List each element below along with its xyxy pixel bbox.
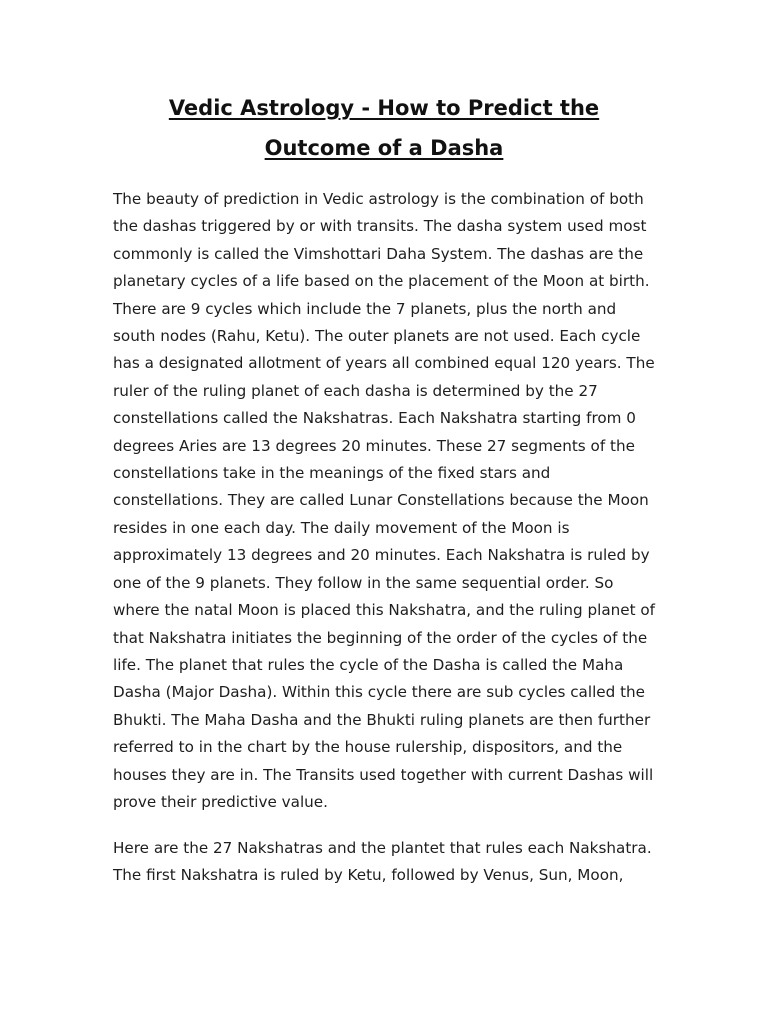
paragraph-line: commonly is called the Vimshottari Daha System. The dashas are the — [113, 244, 644, 263]
title-line-1: Vedic Astrology - How to Predict the — [168, 96, 600, 120]
paragraph-line: planetary cycles of a life based on the placement of the Moon at birth. — [113, 272, 650, 291]
paragraph-line: Dasha (Major Dasha). Within this cycle there are sub cycles called the — [113, 683, 646, 702]
paragraph-line: referred to in the chart by the house rulership, dispositors, and the — [113, 738, 623, 757]
paragraph-line: constellations called the Nakshatras. Each Nakshatra starting from 0 — [113, 409, 636, 428]
paragraph-line: degrees Aries are 13 degrees 20 minutes. These 27 segments of the — [113, 436, 635, 455]
paragraph-line: south nodes (Rahu, Ketu). The outer planets are not used. Each cycle — [113, 327, 641, 346]
document-title — [0, 88, 768, 168]
paragraph-line: Here are the 27 Nakshatras and the plantet that rules each Nakshatra. — [113, 839, 652, 857]
paragraph-line: houses they are in. The Transits used together with current Dashas will — [113, 765, 654, 784]
paragraph-dasha-intro — [113, 186, 673, 816]
paragraph-line: resides in one each day. The daily movement of the Moon is — [113, 518, 570, 537]
paragraph-line: approximately 13 degrees and 20 minutes. Each Nakshatra is ruled by — [113, 546, 650, 565]
paragraph-line: has a designated allotment of years all combined equal 120 years. The — [113, 354, 655, 373]
paragraph-line: where the natal Moon is placed this Nakshatra, and the ruling planet of — [113, 601, 656, 620]
paragraph-line: constellations. They are called Lunar Constellations because the Moon — [113, 491, 649, 510]
paragraph-line: prove their predictive value. — [113, 792, 328, 811]
paragraph-line: Bhukti. The Maha Dasha and the Bhukti ruling planets are then further — [113, 710, 651, 729]
paragraph-line: ruler of the ruling planet of each dasha is determined by the 27 — [113, 381, 598, 400]
paragraph-nakshatra-list — [113, 835, 673, 890]
paragraph-line: The beauty of prediction in Vedic astrology is the combination of both — [113, 190, 644, 208]
title-line-2: Outcome of a Dasha — [264, 136, 504, 160]
paragraph-line: that Nakshatra initiates the beginning of the order of the cycles of the — [113, 628, 648, 647]
paragraph-line: one of the 9 planets. They follow in the same sequential order. So — [113, 573, 614, 592]
paragraph-line: life. The planet that rules the cycle of the Dasha is called the Maha — [113, 655, 624, 674]
paragraph-line: The first Nakshatra is ruled by Ketu, followed by Venus, Sun, Moon, — [113, 866, 624, 885]
paragraph-line: the dashas triggered by or with transits. The dasha system used most — [113, 217, 647, 236]
paragraph-line: There are 9 cycles which include the 7 planets, plus the north and — [113, 299, 617, 318]
paragraph-line: constellations take in the meanings of the fixed stars and — [113, 464, 551, 483]
